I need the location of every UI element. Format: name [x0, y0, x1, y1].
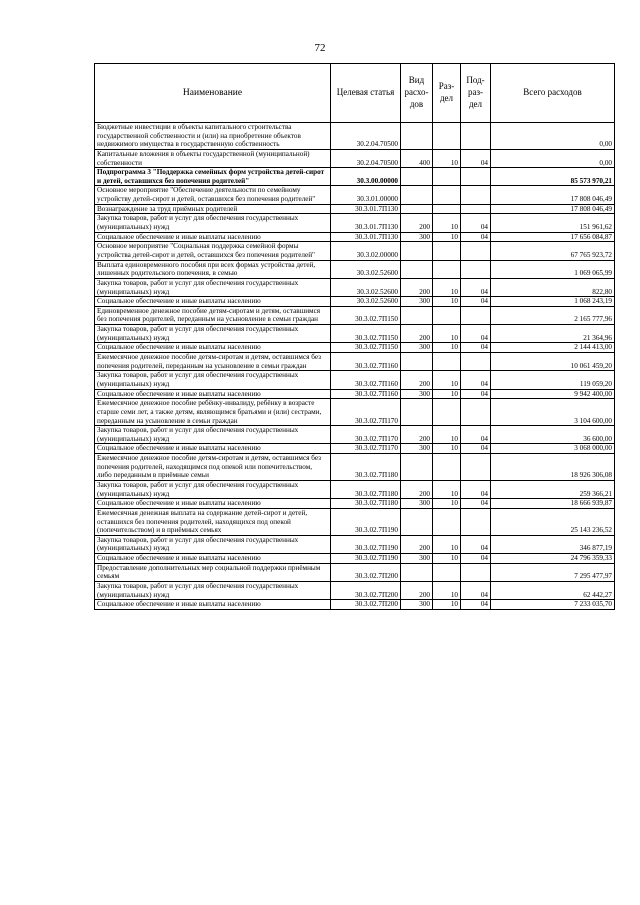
row-target-code-cell: 30.3.01.7П130 — [331, 214, 401, 232]
row-total-cell: 822,80 — [491, 278, 615, 296]
table-row — [95, 260, 615, 278]
row-name-cell: Закупка товаров, работ и услуг для обеспечения государственных (муниципальных) нужд — [95, 426, 331, 444]
row-total-cell: 25 143 236,52 — [491, 508, 615, 535]
row-section-cell: 10 — [433, 426, 461, 444]
row-total-cell: 3 104 600,00 — [491, 399, 615, 426]
row-name-cell: Бюджетные инвестиции в объекты капитального строительства государственной собственности и (или) на приобретение объектов недвижимого имущества в государственную собственность — [95, 123, 331, 150]
row-name-cell: Социальное обеспечение и иные выплаты населению — [95, 343, 331, 353]
row-subsection-cell: 04 — [461, 278, 491, 296]
header-section: Раз-дел — [433, 64, 461, 123]
row-expense-type-cell — [401, 260, 433, 278]
row-section-cell — [433, 306, 461, 324]
row-subsection-cell: 04 — [461, 297, 491, 307]
row-name-cell: Вознаграждение за труд приёмных родителей — [95, 204, 331, 214]
row-subsection-cell: 04 — [461, 149, 491, 167]
row-expense-type-cell: 300 — [401, 600, 433, 610]
row-expense-type-cell: 200 — [401, 426, 433, 444]
row-expense-type-cell — [401, 242, 433, 260]
row-name-cell: Закупка товаров, работ и услуг для обеспечения государственных (муниципальных) нужд — [95, 325, 331, 343]
row-subsection-cell: 04 — [461, 600, 491, 610]
row-total-cell: 17 656 084,87 — [491, 232, 615, 242]
row-subsection-cell: 04 — [461, 371, 491, 389]
row-target-code-cell: 30.3.02.7П150 — [331, 343, 401, 353]
row-name-cell: Закупка товаров, работ и услуг для обеспечения государственных (муниципальных) нужд — [95, 480, 331, 498]
row-name-cell: Единовременное денежное пособие детям-сиротам и детям, оставшимся без попечения родителей, переданным на усыновление в семьи граждан — [95, 306, 331, 324]
row-target-code-cell: 30.3.00.00000 — [331, 168, 401, 186]
row-name-cell: Подпрограмма 3 "Поддержка семейных форм устройства детей-сирот и детей, оставшихся без попечения родителей" — [95, 168, 331, 186]
row-section-cell — [433, 508, 461, 535]
row-section-cell — [433, 204, 461, 214]
row-section-cell — [433, 353, 461, 371]
row-subsection-cell: 04 — [461, 214, 491, 232]
header-target: Целевая статья — [331, 64, 401, 123]
row-expense-type-cell: 200 — [401, 371, 433, 389]
table-row — [95, 563, 615, 581]
row-expense-type-cell: 200 — [401, 582, 433, 600]
row-expense-type-cell — [401, 353, 433, 371]
row-total-cell: 0,00 — [491, 123, 615, 150]
table-row — [95, 325, 615, 343]
header-expense-type: Вид расхо-дов — [401, 64, 433, 123]
table-row — [95, 508, 615, 535]
row-target-code-cell: 30.3.02.52600 — [331, 260, 401, 278]
row-name-cell: Социальное обеспечение и иные выплаты населению — [95, 389, 331, 399]
row-target-code-cell: 30.3.02.7П180 — [331, 454, 401, 481]
header-name: Наименование — [95, 64, 331, 123]
row-expense-type-cell — [401, 186, 433, 204]
row-expense-type-cell: 200 — [401, 278, 433, 296]
row-section-cell — [433, 563, 461, 581]
row-total-cell: 18 666 939,87 — [491, 499, 615, 509]
row-section-cell — [433, 168, 461, 186]
row-total-cell: 17 808 046,49 — [491, 186, 615, 204]
row-section-cell: 10 — [433, 535, 461, 553]
row-total-cell: 18 926 306,08 — [491, 454, 615, 481]
page-number: 72 — [314, 42, 326, 54]
row-target-code-cell: 30.3.02.7П190 — [331, 535, 401, 553]
row-subsection-cell: 04 — [461, 426, 491, 444]
row-expense-type-cell: 200 — [401, 214, 433, 232]
row-total-cell: 7 295 477,97 — [491, 563, 615, 581]
row-expense-type-cell: 300 — [401, 389, 433, 399]
row-section-cell: 10 — [433, 389, 461, 399]
row-subsection-cell — [461, 186, 491, 204]
row-expense-type-cell — [401, 204, 433, 214]
header-total: Всего расходов — [491, 64, 615, 123]
row-total-cell: 2 165 777,96 — [491, 306, 615, 324]
table-row — [95, 371, 615, 389]
row-name-cell: Социальное обеспечение и иные выплаты населению — [95, 297, 331, 307]
row-total-cell: 2 144 413,00 — [491, 343, 615, 353]
row-target-code-cell: 30.3.02.7П190 — [331, 508, 401, 535]
row-target-code-cell: 30.3.02.7П180 — [331, 499, 401, 509]
row-name-cell: Выплата единовременного пособия при всех формах устройства детей, лишенных родительского попечения, в семью — [95, 260, 331, 278]
table-row — [95, 444, 615, 454]
row-subsection-cell — [461, 242, 491, 260]
row-total-cell: 21 364,96 — [491, 325, 615, 343]
row-section-cell: 10 — [433, 214, 461, 232]
row-subsection-cell — [461, 454, 491, 481]
row-subsection-cell — [461, 123, 491, 150]
table-row — [95, 600, 615, 610]
row-subsection-cell: 04 — [461, 554, 491, 564]
row-name-cell: Закупка товаров, работ и услуг для обеспечения государственных (муниципальных) нужд — [95, 582, 331, 600]
row-section-cell: 10 — [433, 343, 461, 353]
row-subsection-cell: 04 — [461, 480, 491, 498]
row-target-code-cell: 30.3.02.52600 — [331, 297, 401, 307]
row-section-cell: 10 — [433, 278, 461, 296]
row-target-code-cell: 30.3.02.52600 — [331, 278, 401, 296]
row-expense-type-cell — [401, 454, 433, 481]
row-target-code-cell: 30.3.02.7П190 — [331, 554, 401, 564]
row-target-code-cell: 30.3.02.00000 — [331, 242, 401, 260]
row-name-cell: Социальное обеспечение и иные выплаты населению — [95, 600, 331, 610]
row-expense-type-cell — [401, 168, 433, 186]
row-total-cell: 67 765 923,72 — [491, 242, 615, 260]
row-target-code-cell: 30.3.01.00000 — [331, 186, 401, 204]
row-subsection-cell — [461, 508, 491, 535]
row-section-cell: 10 — [433, 297, 461, 307]
row-name-cell: Социальное обеспечение и иные выплаты населению — [95, 554, 331, 564]
row-total-cell: 151 961,62 — [491, 214, 615, 232]
row-section-cell — [433, 399, 461, 426]
row-total-cell: 3 068 000,00 — [491, 444, 615, 454]
row-name-cell: Социальное обеспечение и иные выплаты населению — [95, 499, 331, 509]
row-expense-type-cell: 300 — [401, 232, 433, 242]
row-expense-type-cell: 300 — [401, 554, 433, 564]
row-total-cell: 7 233 035,70 — [491, 600, 615, 610]
row-section-cell — [433, 186, 461, 204]
row-subsection-cell: 04 — [461, 389, 491, 399]
row-total-cell: 10 061 459,20 — [491, 353, 615, 371]
row-expense-type-cell: 200 — [401, 325, 433, 343]
table-row — [95, 499, 615, 509]
budget-table — [94, 63, 615, 610]
table-row — [95, 343, 615, 353]
row-subsection-cell — [461, 168, 491, 186]
row-target-code-cell: 30.3.01.7П130 — [331, 232, 401, 242]
row-section-cell: 10 — [433, 232, 461, 242]
row-name-cell: Социальное обеспечение и иные выплаты населению — [95, 444, 331, 454]
row-subsection-cell: 04 — [461, 582, 491, 600]
row-total-cell: 9 942 400,00 — [491, 389, 615, 399]
row-expense-type-cell: 300 — [401, 343, 433, 353]
table-row — [95, 214, 615, 232]
row-expense-type-cell — [401, 306, 433, 324]
row-subsection-cell: 04 — [461, 325, 491, 343]
row-target-code-cell: 30.3.02.7П160 — [331, 353, 401, 371]
row-section-cell: 10 — [433, 582, 461, 600]
row-subsection-cell: 04 — [461, 535, 491, 553]
table-body — [95, 123, 615, 610]
table-row — [95, 186, 615, 204]
row-subsection-cell — [461, 563, 491, 581]
row-expense-type-cell: 300 — [401, 297, 433, 307]
row-expense-type-cell: 300 — [401, 444, 433, 454]
row-name-cell: Закупка товаров, работ и услуг для обеспечения государственных (муниципальных) нужд — [95, 278, 331, 296]
row-subsection-cell — [461, 204, 491, 214]
row-target-code-cell: 30.2.04.70500 — [331, 123, 401, 150]
row-total-cell: 36 600,00 — [491, 426, 615, 444]
row-target-code-cell: 30.3.02.7П200 — [331, 582, 401, 600]
row-target-code-cell: 30.3.02.7П150 — [331, 306, 401, 324]
row-expense-type-cell — [401, 123, 433, 150]
row-name-cell: Предоставление дополнительных мер социальной поддержки приёмным семьям — [95, 563, 331, 581]
row-expense-type-cell: 400 — [401, 149, 433, 167]
row-expense-type-cell: 300 — [401, 499, 433, 509]
row-expense-type-cell — [401, 399, 433, 426]
row-target-code-cell: 30.3.02.7П160 — [331, 389, 401, 399]
table-row — [95, 480, 615, 498]
row-target-code-cell: 30.2.04.70500 — [331, 149, 401, 167]
row-section-cell: 10 — [433, 499, 461, 509]
row-target-code-cell: 30.3.02.7П170 — [331, 426, 401, 444]
row-target-code-cell: 30.3.02.7П150 — [331, 325, 401, 343]
row-total-cell: 1 069 065,99 — [491, 260, 615, 278]
row-expense-type-cell — [401, 563, 433, 581]
row-name-cell: Основное мероприятие "Социальная поддержка семейной формы устройства детей-сирот и детей, оставшихся без попечения родителей" — [95, 242, 331, 260]
row-name-cell: Капитальные вложения в объекты государственной (муниципальной) собственности — [95, 149, 331, 167]
row-name-cell: Ежемесячное денежное пособие ребёнку-инвалиду, ребёнку в возрасте старше семи лет, а также детям, являющимся братьями и (или) сестрами, переданным на усыновление в семьи граждан — [95, 399, 331, 426]
table-header — [95, 64, 615, 123]
row-name-cell: Основное мероприятие "Обеспечение деятельности по семейному устройству детей-сирот и детей, оставшихся без попечения родителей" — [95, 186, 331, 204]
table-row — [95, 204, 615, 214]
row-expense-type-cell: 200 — [401, 535, 433, 553]
row-total-cell: 17 808 046,49 — [491, 204, 615, 214]
row-subsection-cell — [461, 399, 491, 426]
row-target-code-cell: 30.3.02.7П170 — [331, 444, 401, 454]
row-total-cell: 259 366,21 — [491, 480, 615, 498]
table-row — [95, 535, 615, 553]
row-name-cell: Социальное обеспечение и иные выплаты населению — [95, 232, 331, 242]
header-subsection: Под-раз-дел — [461, 64, 491, 123]
row-section-cell: 10 — [433, 444, 461, 454]
row-subsection-cell: 04 — [461, 444, 491, 454]
row-name-cell: Закупка товаров, работ и услуг для обеспечения государственных (муниципальных) нужд — [95, 535, 331, 553]
row-section-cell: 10 — [433, 371, 461, 389]
row-target-code-cell: 30.3.02.7П180 — [331, 480, 401, 498]
table-row — [95, 454, 615, 481]
row-total-cell: 346 877,19 — [491, 535, 615, 553]
row-target-code-cell: 30.3.02.7П200 — [331, 600, 401, 610]
row-expense-type-cell — [401, 508, 433, 535]
row-target-code-cell: 30.3.02.7П160 — [331, 371, 401, 389]
row-total-cell: 1 068 243,19 — [491, 297, 615, 307]
row-name-cell: Ежемесячное денежное пособие детям-сиротам и детям, оставшимся без попечения родителей, находящимся под опекой или попечительством, либо переданным в приёмные семьи — [95, 454, 331, 481]
row-name-cell: Закупка товаров, работ и услуг для обеспечения государственных (муниципальных) нужд — [95, 371, 331, 389]
table-row — [95, 426, 615, 444]
table-row — [95, 389, 615, 399]
row-section-cell: 10 — [433, 325, 461, 343]
row-total-cell: 24 796 359,33 — [491, 554, 615, 564]
row-total-cell: 0,00 — [491, 149, 615, 167]
row-section-cell: 10 — [433, 600, 461, 610]
row-section-cell — [433, 454, 461, 481]
row-subsection-cell — [461, 306, 491, 324]
row-subsection-cell — [461, 353, 491, 371]
row-total-cell: 119 059,20 — [491, 371, 615, 389]
row-subsection-cell: 04 — [461, 232, 491, 242]
row-target-code-cell: 30.3.01.7П130 — [331, 204, 401, 214]
row-section-cell — [433, 123, 461, 150]
row-subsection-cell: 04 — [461, 343, 491, 353]
row-section-cell: 10 — [433, 554, 461, 564]
row-section-cell: 10 — [433, 480, 461, 498]
row-target-code-cell: 30.3.02.7П200 — [331, 563, 401, 581]
row-section-cell: 10 — [433, 149, 461, 167]
row-section-cell — [433, 260, 461, 278]
row-subsection-cell — [461, 260, 491, 278]
table-row — [95, 353, 615, 371]
table-row — [95, 278, 615, 296]
row-total-cell: 62 442,27 — [491, 582, 615, 600]
table-row — [95, 168, 615, 186]
row-target-code-cell: 30.3.02.7П170 — [331, 399, 401, 426]
row-name-cell: Закупка товаров, работ и услуг для обеспечения государственных (муниципальных) нужд — [95, 214, 331, 232]
row-name-cell: Ежемесячная денежная выплата на содержание детей-сирот и детей, оставшихся без попечения родителей, находящихся под опекой (попечительством) и в приёмных семьях — [95, 508, 331, 535]
table-row — [95, 582, 615, 600]
row-section-cell — [433, 242, 461, 260]
row-expense-type-cell: 200 — [401, 480, 433, 498]
table-row — [95, 399, 615, 426]
table-row — [95, 149, 615, 167]
row-total-cell: 85 573 970,21 — [491, 168, 615, 186]
row-name-cell: Ежемесячное денежное пособие детям-сиротам и детям, оставшимся без попечения родителей, переданным на усыновление в семьи граждан — [95, 353, 331, 371]
table-row — [95, 242, 615, 260]
table-row — [95, 232, 615, 242]
table-row — [95, 123, 615, 150]
table-row — [95, 297, 615, 307]
table-row — [95, 306, 615, 324]
row-subsection-cell: 04 — [461, 499, 491, 509]
table-row — [95, 554, 615, 564]
